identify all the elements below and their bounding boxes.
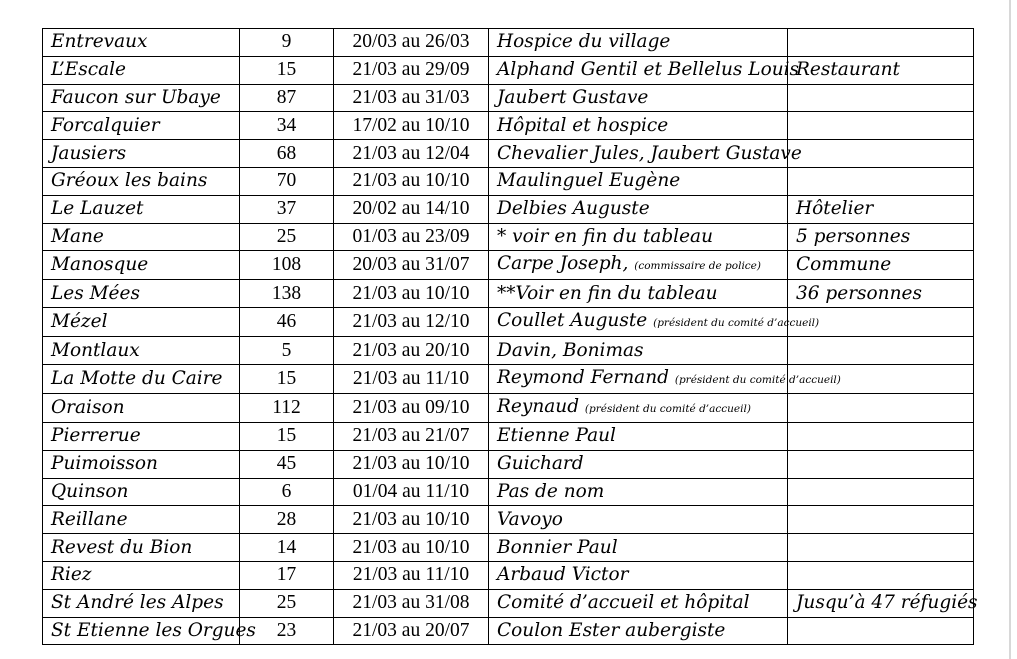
- dates-cell-text: 21/03 au 11/10: [352, 564, 470, 586]
- remark-cell-text: 36 personnes: [796, 282, 922, 304]
- town-cell: [43, 617, 256, 645]
- dates-cell: [334, 167, 489, 195]
- count-cell: [240, 308, 334, 337]
- town-cell-text: Forcalquier: [51, 114, 160, 136]
- town-cell: [43, 364, 240, 393]
- town-cell: [43, 337, 240, 365]
- count-cell-text: 6: [281, 480, 292, 502]
- town-cell-text: Mézel: [51, 311, 108, 333]
- table-row: [43, 140, 974, 168]
- count-cell-text: 25: [276, 225, 297, 247]
- table-row: [43, 112, 974, 140]
- lodging-note: (président du comité d’accueil): [584, 402, 751, 415]
- town-cell: [43, 140, 240, 168]
- dates-cell-text: 01/04 au 11/10: [352, 480, 470, 502]
- town-cell: [43, 280, 240, 308]
- town-cell: [43, 112, 240, 140]
- table-row: [43, 195, 974, 223]
- remark-cell: [788, 195, 974, 223]
- town-cell: [43, 223, 240, 251]
- count-cell-text: 46: [276, 311, 297, 333]
- dates-cell-text: 21/03 au 10/10: [352, 536, 470, 558]
- lodging-cell: [489, 422, 788, 450]
- count-cell: [240, 84, 334, 112]
- remark-cell-text: Restaurant: [796, 59, 900, 81]
- remark-cell: [788, 84, 974, 112]
- dates-cell-text: 21/03 au 21/07: [352, 425, 470, 447]
- remark-cell: [788, 561, 974, 589]
- lodging-cell-text: Carpe Joseph,: [497, 253, 629, 275]
- lodging-cell: [489, 223, 788, 251]
- table-row: [43, 167, 974, 195]
- dates-cell-text: 21/03 au 29/09: [352, 59, 470, 81]
- lodging-cell: [489, 56, 800, 84]
- town-cell-text: Revest du Bion: [51, 536, 193, 558]
- town-cell: [43, 29, 240, 57]
- lodging-cell-text: Coullet Auguste: [497, 310, 648, 332]
- remark-cell-text: Commune: [796, 254, 892, 276]
- dates-cell-text: 21/03 au 11/10: [352, 367, 470, 389]
- count-cell-text: 15: [276, 59, 297, 81]
- dates-cell-text: 21/03 au 12/10: [352, 311, 470, 333]
- count-cell-text: 45: [276, 453, 297, 475]
- dates-cell: [334, 506, 489, 534]
- lodging-cell-text: Davin, Bonimas: [497, 339, 644, 361]
- count-cell: [240, 478, 334, 506]
- table-row: [43, 56, 974, 84]
- town-cell-text: Faucon sur Ubaye: [51, 86, 221, 108]
- lodging-cell-text: Guichard: [497, 453, 584, 475]
- lodging-cell-text: **Voir en fin du tableau: [497, 282, 718, 304]
- count-cell-text: 15: [276, 425, 297, 447]
- lodging-cell: [489, 167, 788, 195]
- dates-cell-text: 21/03 au 10/10: [352, 282, 470, 304]
- town-cell-text: Manosque: [51, 254, 149, 276]
- dates-cell-text: 20/03 au 31/07: [352, 254, 470, 276]
- lodging-cell-text: Pas de nom: [497, 480, 605, 502]
- dates-cell: [334, 56, 489, 84]
- count-cell-text: 14: [276, 536, 297, 558]
- count-cell: [240, 364, 334, 393]
- table-row: [43, 393, 974, 422]
- dates-cell-text: 17/02 au 10/10: [352, 114, 470, 136]
- remark-cell: [788, 223, 974, 251]
- count-cell: [240, 506, 334, 534]
- lodging-cell-text: Bonnier Paul: [497, 536, 618, 558]
- count-cell: [240, 251, 334, 280]
- count-cell: [240, 195, 334, 223]
- remark-cell-text: 5 personnes: [796, 225, 911, 247]
- dates-cell: [334, 478, 489, 506]
- dates-cell-text: 21/03 au 31/08: [352, 592, 470, 614]
- table-row: [43, 337, 974, 365]
- table-row: [43, 478, 974, 506]
- town-cell: [43, 589, 240, 617]
- lodging-cell-text: Reynaud: [497, 395, 580, 417]
- count-cell: [240, 450, 334, 478]
- dates-cell: [334, 251, 489, 280]
- remark-cell: [788, 29, 974, 57]
- lodging-cell: [489, 251, 788, 280]
- dates-cell-text: 21/03 au 20/10: [352, 339, 470, 361]
- town-cell-text: L’Escale: [51, 59, 126, 81]
- remark-cell: [788, 337, 974, 365]
- lodging-cell: [489, 393, 788, 422]
- dates-cell-text: 21/03 au 20/07: [352, 619, 470, 641]
- page-edge: [1009, 0, 1011, 659]
- count-cell-text: 108: [271, 254, 302, 276]
- lodging-cell-text: Arbaud Victor: [497, 564, 629, 586]
- lodging-cell: [489, 140, 802, 168]
- town-cell-text: Pierrerue: [51, 425, 141, 447]
- town-cell: [43, 56, 240, 84]
- count-cell-text: 5: [281, 339, 292, 361]
- table-row: [43, 364, 974, 393]
- lodging-cell: [489, 29, 788, 57]
- count-cell: [240, 422, 334, 450]
- lodging-cell: [489, 280, 788, 308]
- town-cell-text: Les Mées: [51, 282, 140, 304]
- dates-cell: [334, 393, 489, 422]
- remark-cell: [788, 280, 974, 308]
- count-cell-text: 28: [276, 508, 297, 530]
- remark-cell: [788, 140, 974, 168]
- lodging-cell: [489, 589, 788, 617]
- town-cell-text: St André les Alpes: [51, 592, 224, 614]
- count-cell-text: 23: [276, 619, 297, 641]
- dates-cell-text: 21/03 au 12/04: [352, 142, 470, 164]
- remark-cell-text: Jusqu’à 47 réfugiés: [796, 592, 978, 614]
- remark-cell: [788, 112, 974, 140]
- table-row: [43, 506, 974, 534]
- dates-cell: [334, 223, 489, 251]
- lodging-cell-text: Coulon Ester aubergiste: [497, 619, 726, 641]
- remark-cell: [788, 506, 974, 534]
- lodging-note: (président du comité d’accueil): [653, 317, 820, 330]
- dates-cell-text: 21/03 au 10/10: [352, 170, 470, 192]
- town-cell: [43, 450, 240, 478]
- count-cell-text: 68: [276, 142, 297, 164]
- town-cell: [43, 84, 240, 112]
- lodging-cell-text: Hôpital et hospice: [497, 114, 669, 136]
- count-cell-text: 37: [276, 198, 297, 220]
- count-cell: [240, 112, 334, 140]
- town-cell-text: Reillane: [51, 508, 128, 530]
- lodging-cell: [489, 478, 788, 506]
- dates-cell-text: 21/03 au 10/10: [352, 453, 470, 475]
- table-row: [43, 29, 974, 57]
- lodging-cell: [489, 506, 788, 534]
- lodging-note: (commissaire de police): [634, 260, 761, 273]
- table-row: [43, 251, 974, 280]
- town-cell-text: La Motte du Caire: [51, 367, 223, 389]
- dates-cell: [334, 280, 489, 308]
- lodging-cell: [489, 450, 788, 478]
- dates-cell: [334, 422, 489, 450]
- dates-cell: [334, 84, 489, 112]
- lodging-cell-text: Hospice du village: [497, 31, 671, 53]
- dates-cell-text: 21/03 au 09/10: [352, 396, 470, 418]
- town-cell: [43, 167, 240, 195]
- remark-cell: [788, 450, 974, 478]
- count-cell-text: 15: [276, 367, 297, 389]
- lodging-cell-text: Maulinguel Eugène: [497, 170, 681, 192]
- town-cell-text: Le Lauzet: [51, 198, 144, 220]
- count-cell-text: 25: [276, 592, 297, 614]
- lodging-cell: [489, 617, 788, 645]
- lodging-cell: [489, 364, 841, 393]
- table-row: [43, 561, 974, 589]
- count-cell-text: 138: [271, 282, 302, 304]
- count-cell: [240, 561, 334, 589]
- dates-cell: [334, 534, 489, 562]
- count-cell-text: 17: [276, 564, 297, 586]
- lodging-cell: [489, 308, 820, 337]
- dates-cell-text: 01/03 au 23/09: [352, 225, 470, 247]
- lodging-cell-text: * voir en fin du tableau: [497, 225, 713, 247]
- count-cell-text: 34: [276, 114, 297, 136]
- remark-cell: [788, 251, 974, 280]
- town-cell: [43, 308, 240, 337]
- table-row: [43, 534, 974, 562]
- count-cell: [240, 167, 334, 195]
- town-cell-text: Puimoisson: [51, 453, 158, 475]
- lodging-cell-text: Jaubert Gustave: [497, 86, 649, 108]
- count-cell-text: 112: [272, 396, 301, 418]
- lodging-cell-text: Alphand Gentil et Bellelus Louis: [497, 59, 800, 81]
- remark-cell: [788, 589, 978, 617]
- dates-cell: [334, 617, 489, 645]
- lodging-cell: [489, 337, 788, 365]
- dates-cell: [334, 450, 489, 478]
- remark-cell: [788, 167, 974, 195]
- table-body: [43, 29, 978, 645]
- count-cell: [240, 393, 334, 422]
- town-cell: [43, 534, 240, 562]
- dates-cell: [334, 364, 489, 393]
- town-cell: [43, 422, 240, 450]
- lodging-cell: [489, 84, 788, 112]
- table-row: [43, 84, 974, 112]
- town-cell: [43, 478, 240, 506]
- dates-cell: [334, 337, 489, 365]
- dates-cell: [334, 112, 489, 140]
- lodging-cell-text: Etienne Paul: [497, 425, 616, 447]
- town-cell: [43, 251, 240, 280]
- count-cell: [240, 280, 334, 308]
- town-cell-text: Oraison: [51, 396, 125, 418]
- count-cell-text: 9: [281, 31, 292, 53]
- dates-cell-text: 21/03 au 10/10: [352, 508, 470, 530]
- dates-cell: [334, 308, 489, 337]
- lodging-cell: [489, 534, 788, 562]
- count-cell: [240, 140, 334, 168]
- town-cell: [43, 393, 240, 422]
- remark-cell: [788, 617, 974, 645]
- town-cell-text: Entrevaux: [51, 31, 148, 53]
- town-cell-text: Mane: [51, 225, 104, 247]
- lodging-cell-text: Reymond Fernand: [497, 366, 669, 388]
- remark-cell: [788, 478, 974, 506]
- count-cell-text: 70: [276, 170, 297, 192]
- dates-cell: [334, 29, 489, 57]
- remark-cell: [788, 534, 974, 562]
- remark-cell: [788, 422, 974, 450]
- lodging-cell-text: Vavoyo: [497, 508, 563, 530]
- town-cell: [43, 195, 240, 223]
- table-row: [43, 308, 974, 337]
- dates-cell-text: 20/03 au 26/03: [352, 31, 470, 53]
- lodging-cell: [489, 561, 788, 589]
- lodging-cell-text: Comité d’accueil et hôpital: [497, 592, 750, 614]
- table-row: [43, 617, 974, 645]
- remark-cell-text: Hôtelier: [796, 198, 874, 220]
- dates-cell: [334, 589, 489, 617]
- count-cell: [240, 337, 334, 365]
- town-cell-text: Riez: [51, 564, 92, 586]
- remark-cell: [788, 56, 974, 84]
- table-row: [43, 280, 974, 308]
- town-cell: [43, 506, 240, 534]
- table-row: [43, 223, 974, 251]
- town-cell-text: Jausiers: [51, 142, 127, 164]
- dates-cell: [334, 561, 489, 589]
- dates-cell-text: 20/02 au 14/10: [352, 198, 470, 220]
- count-cell: [240, 589, 334, 617]
- lodging-cell: [489, 195, 788, 223]
- lodging-cell: [489, 112, 788, 140]
- table-row: [43, 450, 974, 478]
- remark-cell: [788, 393, 974, 422]
- dates-cell: [334, 195, 489, 223]
- town-cell: [43, 561, 240, 589]
- town-cell-text: St Etienne les Orgues: [51, 619, 256, 641]
- town-cell-text: Quinson: [51, 480, 129, 502]
- table-row: [43, 589, 974, 617]
- count-cell: [240, 56, 334, 84]
- lodging-note: (président du comité d’accueil): [674, 373, 841, 386]
- dates-cell: [334, 140, 489, 168]
- count-cell: [240, 29, 334, 57]
- refugee-table: [42, 28, 978, 645]
- lodging-cell-text: Delbies Auguste: [497, 198, 650, 220]
- town-cell-text: Montlaux: [51, 339, 140, 361]
- count-cell: [240, 534, 334, 562]
- dates-cell-text: 21/03 au 31/03: [352, 86, 470, 108]
- count-cell: [240, 223, 334, 251]
- count-cell-text: 87: [276, 86, 297, 108]
- town-cell-text: Gréoux les bains: [51, 170, 208, 192]
- lodging-cell-text: Chevalier Jules, Jaubert Gustave: [497, 142, 802, 164]
- table-row: [43, 422, 974, 450]
